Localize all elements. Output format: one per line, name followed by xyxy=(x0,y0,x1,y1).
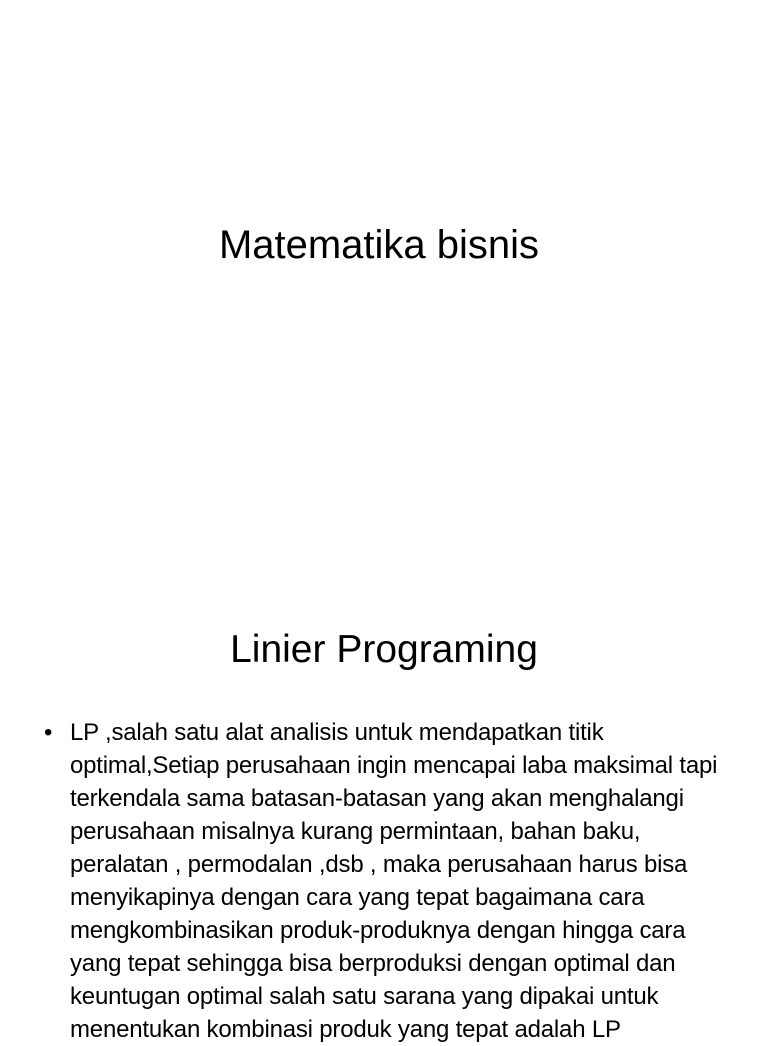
bullet-list xyxy=(44,716,724,1046)
slide-2-title: Linier Programing xyxy=(230,628,538,671)
slide-1-title: Matematika bisnis xyxy=(218,223,540,267)
slide-2 xyxy=(0,576,768,1043)
bullet-item xyxy=(44,716,724,1046)
bullet-marker-icon: • xyxy=(44,719,53,746)
bullet-text: LP ,salah satu alat analisis untuk mendapatkan titik optimal,Setiap perusahaan ingin mencapai laba maksimal tapi terkendala sama batasan-batasan yang akan menghalangi perusahaan misalnya kurang permintaan, bahan baku, peralatan , permodalan ,dsb , maka perusahaan harus bisa menyikapinya dengan cara yang tepat bagaimana cara mengkombinasikan produk-produknya dengan hingga cara yang tepat sehingga bisa berproduksi dengan optimal dan keuntugan optimal salah satu sarana yang dipakai untuk menentukan kombinasi produk yang tepat adalah LP xyxy=(70,719,718,1043)
